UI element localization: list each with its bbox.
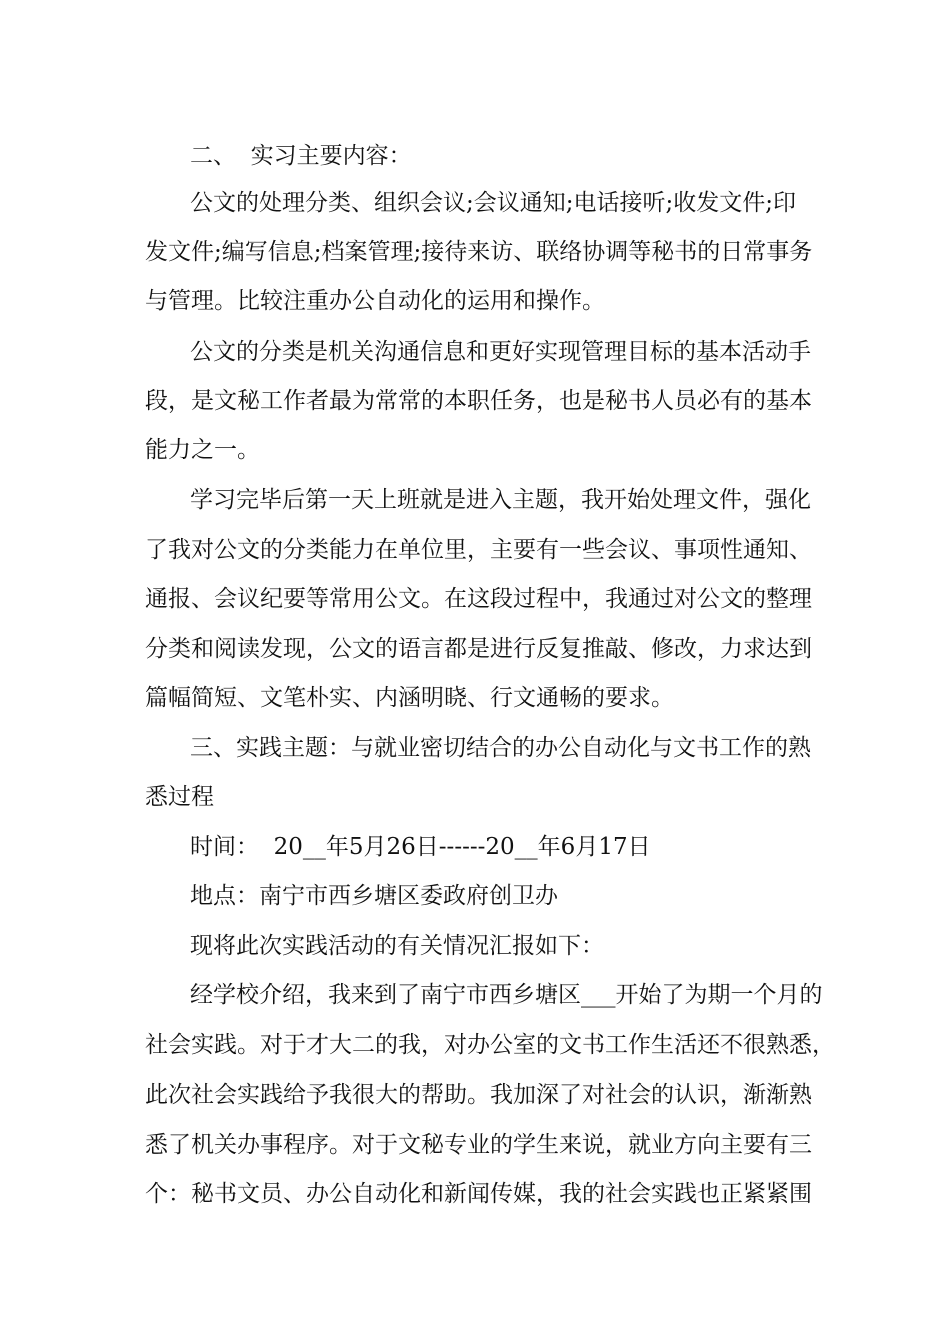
practice-location: 地点：南宁市西乡塘区委政府创卫办 [190, 883, 558, 909]
paragraph-line: 悉了机关办事程序。对于文秘专业的学生来说，就业方向主要有三 [145, 1132, 812, 1158]
paragraph-line: 分类和阅读发现，公文的语言都是进行反复推敲、修改，力求达到 [145, 636, 812, 662]
paragraph-line: 段，是文秘工作者最为常常的本职任务，也是秘书人员必有的基本 [145, 388, 812, 414]
section-heading-practice-theme-cont: 悉过程 [145, 784, 214, 810]
paragraph-line: 篇幅简短、文笔朴实、内涵明晓、行文通畅的要求。 [145, 685, 674, 711]
paragraph-line: 经学校介绍，我来到了南宁市西乡塘区___开始了为期一个月的 [190, 982, 823, 1008]
practice-time: 时间： 20__年5月26日------20__年6月17日 [190, 834, 651, 860]
paragraph-line: 通报、会议纪要等常用公文。在这段过程中，我通过对公文的整理 [145, 586, 812, 612]
section-heading-practice-theme: 三、实践主题：与就业密切结合的办公自动化与文书工作的熟 [190, 735, 811, 761]
paragraph-line: 个：秘书文员、办公自动化和新闻传媒，我的社会实践也正紧紧围 [145, 1181, 812, 1207]
paragraph-line: 学习完毕后第一天上班就是进入主题，我开始处理文件，强化 [190, 487, 811, 513]
paragraph-line: 发文件;编写信息;档案管理;接待来访、联络协调等秘书的日常事务 [145, 239, 813, 265]
paragraph-line: 现将此次实践活动的有关情况汇报如下： [190, 933, 604, 959]
paragraph-line: 了我对公文的分类能力在单位里，主要有一些会议、事项性通知、 [145, 537, 812, 563]
section-heading-internship-content: 二、 实习主要内容： [190, 143, 412, 169]
paragraph-line: 社会实践。对于才大二的我，对办公室的文书工作生活还不很熟悉， [145, 1032, 835, 1058]
paragraph-line: 能力之一。 [145, 437, 260, 463]
paragraph-line: 此次社会实践给予我很大的帮助。我加深了对社会的认识，渐渐熟 [145, 1082, 812, 1108]
paragraph-line: 公文的处理分类、组织会议;会议通知;电话接听;收发文件;印 [190, 190, 796, 216]
paragraph-line: 公文的分类是机关沟通信息和更好实现管理目标的基本活动手 [190, 339, 811, 365]
paragraph-line: 与管理。比较注重办公自动化的运用和操作。 [145, 288, 605, 314]
